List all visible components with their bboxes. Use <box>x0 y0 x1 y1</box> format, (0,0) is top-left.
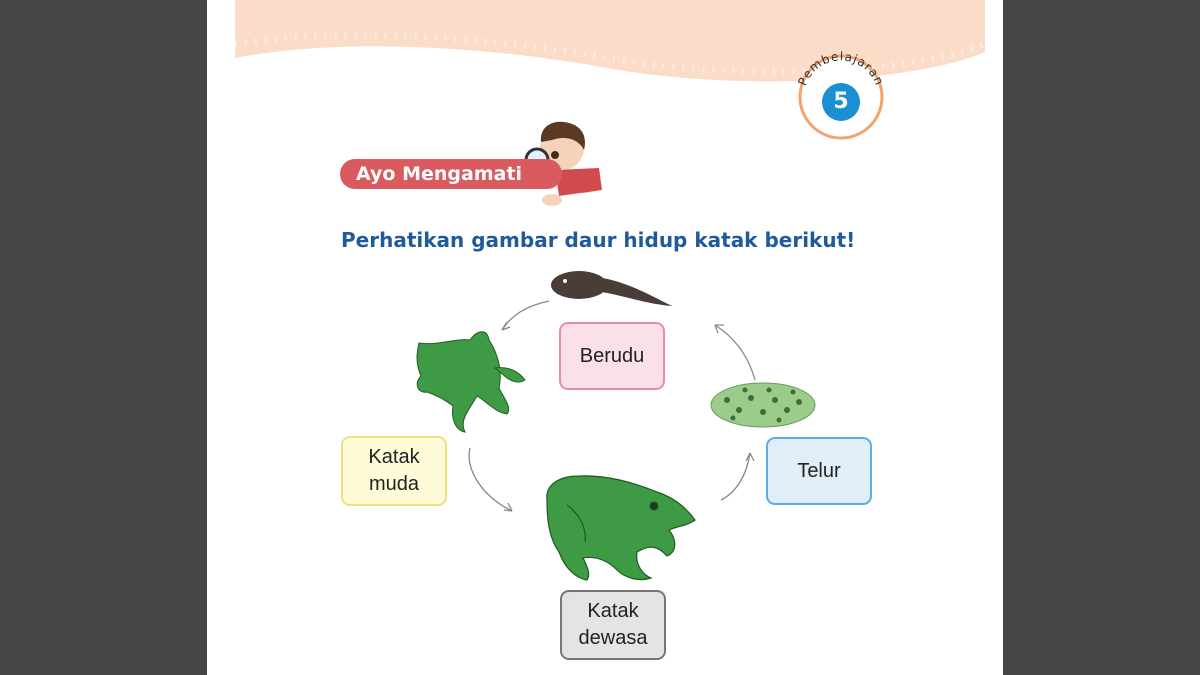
adult-frog-icon <box>547 476 695 580</box>
stage-label-berudu: Berudu <box>579 344 645 367</box>
section-tag: Ayo Mengamati <box>340 159 562 189</box>
badge-label: Pembelajaran <box>795 49 887 88</box>
textbook-page <box>207 0 1003 675</box>
stage-box-telur <box>766 437 872 505</box>
young-frog-icon <box>417 332 525 432</box>
stage-box-katak-dewasa <box>560 590 666 660</box>
egg-mass-icon <box>711 383 815 427</box>
tadpole-icon <box>551 271 672 306</box>
stage-label-telur: Telur <box>797 459 841 482</box>
instruction-text: Perhatikan gambar daur hidup katak berikut! <box>341 228 856 252</box>
stage-box-berudu <box>559 322 665 390</box>
stage-box-katak-muda <box>341 436 447 506</box>
lesson-number: 5 <box>822 83 860 121</box>
stage-label-katak-muda: Katak muda <box>368 446 420 495</box>
stage-label-katak-dewasa: Katak dewasa <box>578 600 648 649</box>
